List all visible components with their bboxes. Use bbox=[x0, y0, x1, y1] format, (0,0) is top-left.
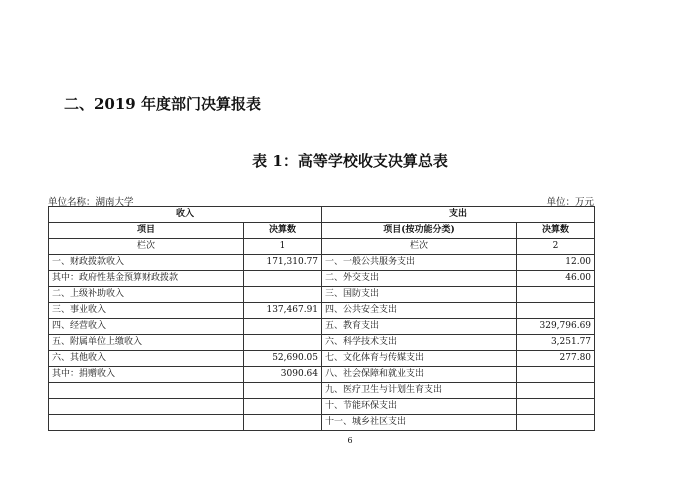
expense-item-cell: 七、文化体育与传媒支出 bbox=[322, 351, 517, 367]
income-amount-cell bbox=[244, 399, 322, 415]
income-item-cell: 一、财政拨款收入 bbox=[49, 255, 244, 271]
table-row bbox=[49, 255, 595, 271]
table-row bbox=[49, 415, 595, 431]
expense-item-cell: 五、教育支出 bbox=[322, 319, 517, 335]
income-header: 收入 bbox=[49, 207, 322, 223]
table-row bbox=[49, 303, 595, 319]
expense-amount-cell: 277.80 bbox=[517, 351, 595, 367]
expense-amount-header: 决算数 bbox=[517, 223, 595, 239]
table-row bbox=[49, 335, 595, 351]
expense-amount-cell bbox=[517, 399, 595, 415]
expense-header: 支出 bbox=[322, 207, 595, 223]
income-item-cell: 二、上级补助收入 bbox=[49, 287, 244, 303]
income-amount-cell bbox=[244, 415, 322, 431]
expense-amount-cell bbox=[517, 367, 595, 383]
income-item-cell: 四、经营收入 bbox=[49, 319, 244, 335]
income-amount-cell: 171,310.77 bbox=[244, 255, 322, 271]
column-number-row bbox=[49, 239, 595, 255]
unit-measure: 单位：万元 bbox=[546, 197, 594, 208]
expense-item-cell: 三、国防支出 bbox=[322, 287, 517, 303]
expense-item-cell: 一、一般公共服务支出 bbox=[322, 255, 517, 271]
income-column-label: 栏次 bbox=[49, 239, 244, 255]
table-row bbox=[49, 383, 595, 399]
income-item-cell bbox=[49, 415, 244, 431]
expense-column-number: 2 bbox=[517, 239, 595, 255]
income-item-cell: 其中：捐赠收入 bbox=[49, 367, 244, 383]
expense-column-label: 栏次 bbox=[322, 239, 517, 255]
income-amount-cell: 3090.64 bbox=[244, 367, 322, 383]
income-amount-cell bbox=[244, 287, 322, 303]
income-item-cell bbox=[49, 399, 244, 415]
income-item-cell: 六、其他收入 bbox=[49, 351, 244, 367]
expense-item-cell: 十、节能环保支出 bbox=[322, 399, 517, 415]
table-row bbox=[49, 271, 595, 287]
expense-item-cell: 四、公共安全支出 bbox=[322, 303, 517, 319]
expense-item-header: 项目(按功能分类) bbox=[322, 223, 517, 239]
expense-amount-cell bbox=[517, 415, 595, 431]
income-amount-cell bbox=[244, 319, 322, 335]
table-row bbox=[49, 319, 595, 335]
expense-amount-cell: 329,796.69 bbox=[517, 319, 595, 335]
income-amount-cell bbox=[244, 271, 322, 287]
expense-amount-cell: 12.00 bbox=[517, 255, 595, 271]
expense-amount-cell: 46.00 bbox=[517, 271, 595, 287]
expense-item-cell: 六、科学技术支出 bbox=[322, 335, 517, 351]
table-row bbox=[49, 367, 595, 383]
income-amount-cell: 137,467.91 bbox=[244, 303, 322, 319]
table-header-row-group bbox=[49, 207, 595, 223]
income-amount-header: 决算数 bbox=[244, 223, 322, 239]
table-row bbox=[49, 351, 595, 367]
income-item-cell bbox=[49, 383, 244, 399]
income-amount-cell bbox=[244, 335, 322, 351]
income-item-cell: 五、附属单位上缴收入 bbox=[49, 335, 244, 351]
section-heading: 二、2019 年度部门决算报表 bbox=[64, 95, 261, 113]
income-amount-cell: 52,690.05 bbox=[244, 351, 322, 367]
income-item-header: 项目 bbox=[49, 223, 244, 239]
expense-item-cell: 八、社会保障和就业支出 bbox=[322, 367, 517, 383]
table-header-row-columns bbox=[49, 223, 595, 239]
expense-item-cell: 十一、城乡社区支出 bbox=[322, 415, 517, 431]
unit-name: 单位名称：湖南大学 bbox=[48, 197, 134, 208]
expense-item-cell: 九、医疗卫生与计划生育支出 bbox=[322, 383, 517, 399]
income-column-number: 1 bbox=[244, 239, 322, 255]
table-row bbox=[49, 399, 595, 415]
income-expense-table bbox=[48, 206, 595, 431]
expense-amount-cell bbox=[517, 287, 595, 303]
expense-amount-cell bbox=[517, 383, 595, 399]
income-item-cell: 其中：政府性基金预算财政拨款 bbox=[49, 271, 244, 287]
expense-item-cell: 二、外交支出 bbox=[322, 271, 517, 287]
income-amount-cell bbox=[244, 383, 322, 399]
page-number: 6 bbox=[347, 436, 353, 445]
expense-amount-cell bbox=[517, 303, 595, 319]
income-item-cell: 三、事业收入 bbox=[49, 303, 244, 319]
expense-amount-cell: 3,251.77 bbox=[517, 335, 595, 351]
table-title: 表 1：高等学校收支决算总表 bbox=[252, 152, 448, 170]
table-row bbox=[49, 287, 595, 303]
